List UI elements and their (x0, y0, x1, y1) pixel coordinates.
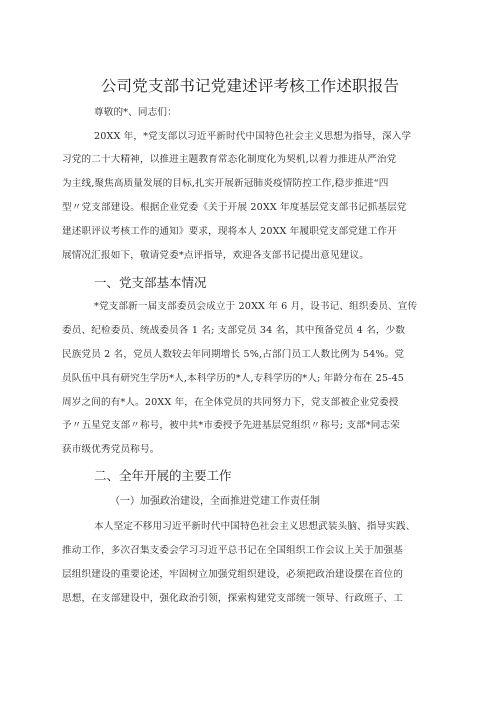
section1-line: 获市级优秀党员称号。 (62, 444, 160, 455)
intro-line: 型〃党支部建设。根据企业党委《关于开展 20XX 年度基层党支部书记抓基层党 (62, 202, 407, 213)
document-title: 公司党支部书记党建述评考核工作述职报告 (100, 77, 400, 95)
intro-line: 建述职评议考核工作的通知》要求，现将本人 20XX 年履职党支部党建工作开 (62, 226, 397, 237)
section2-line: 思想，在支部建设中，强化政治引领，探索构建党支部统一领导、行政班子、工 (62, 593, 404, 604)
section1-line: 予〃五星党支部〃称号，被中共*市委授予先进基层党组织〃称号; 支部*同志荣 (62, 420, 401, 431)
intro-line: 展情况汇报如下，敬请党委*点评指导，欢迎各支部书记提出意见建议。 (62, 250, 370, 261)
section2-line: 推动工作，多次召集支委会学习习近平总书记在全国组织工作会议上关于加强基 (62, 545, 404, 556)
subsection-heading: （一）加强政治建设，全面推进党建工作责任制 (110, 496, 320, 507)
section-heading-2: 二、全年开展的主要工作 (94, 468, 232, 483)
section-heading-1: 一、党支部基本情况 (94, 275, 207, 290)
intro-line: 20XX 年，*党支部以习近平新时代中国特色社会主义思想为指导，深入学 (94, 131, 412, 142)
section1-line: 民族党员 2 名，党员人数较去年同期增长 5%,占部门员工人数比例为 54%。党 (62, 349, 405, 360)
salutation: 尊敬的*、同志们： (94, 107, 177, 118)
section1-line: 员队伍中具有研究生学历*人,本科学历的*人,专科学历的*人; 年龄分布在 25-45 (62, 373, 404, 384)
section1-line: 周岁之间的有*人。20XX 年，在全体党员的共同努力下，党支部被企业党委授 (62, 397, 399, 408)
section1-line: *党支部新一届支部委员会成立于 20XX 年 6 月，设书记、组织委员、宣传 (94, 301, 418, 312)
section2-line: 层组织建设的重要论述，牢固树立加强党组织建设，必须把政治建设摆在首位的 (62, 569, 404, 580)
intro-line: 习党的二十大精神，以推进主题教育常态化制度化为契机,以着力推进从严治党 (62, 154, 397, 165)
intro-line: 为主线,聚焦高质量发展的目标,扎实开展新冠肺炎疫情防控工作,稳步推进“四 (62, 178, 389, 189)
section1-line: 委员、纪检委员、统战委员各 1 名; 支部党员 34 名，其中预备党员 4 名，少数 (62, 325, 406, 336)
section2-line: 本人坚定不移用习近平新时代中国特色社会主义思想武装头脑、指导实践、 (94, 521, 416, 532)
